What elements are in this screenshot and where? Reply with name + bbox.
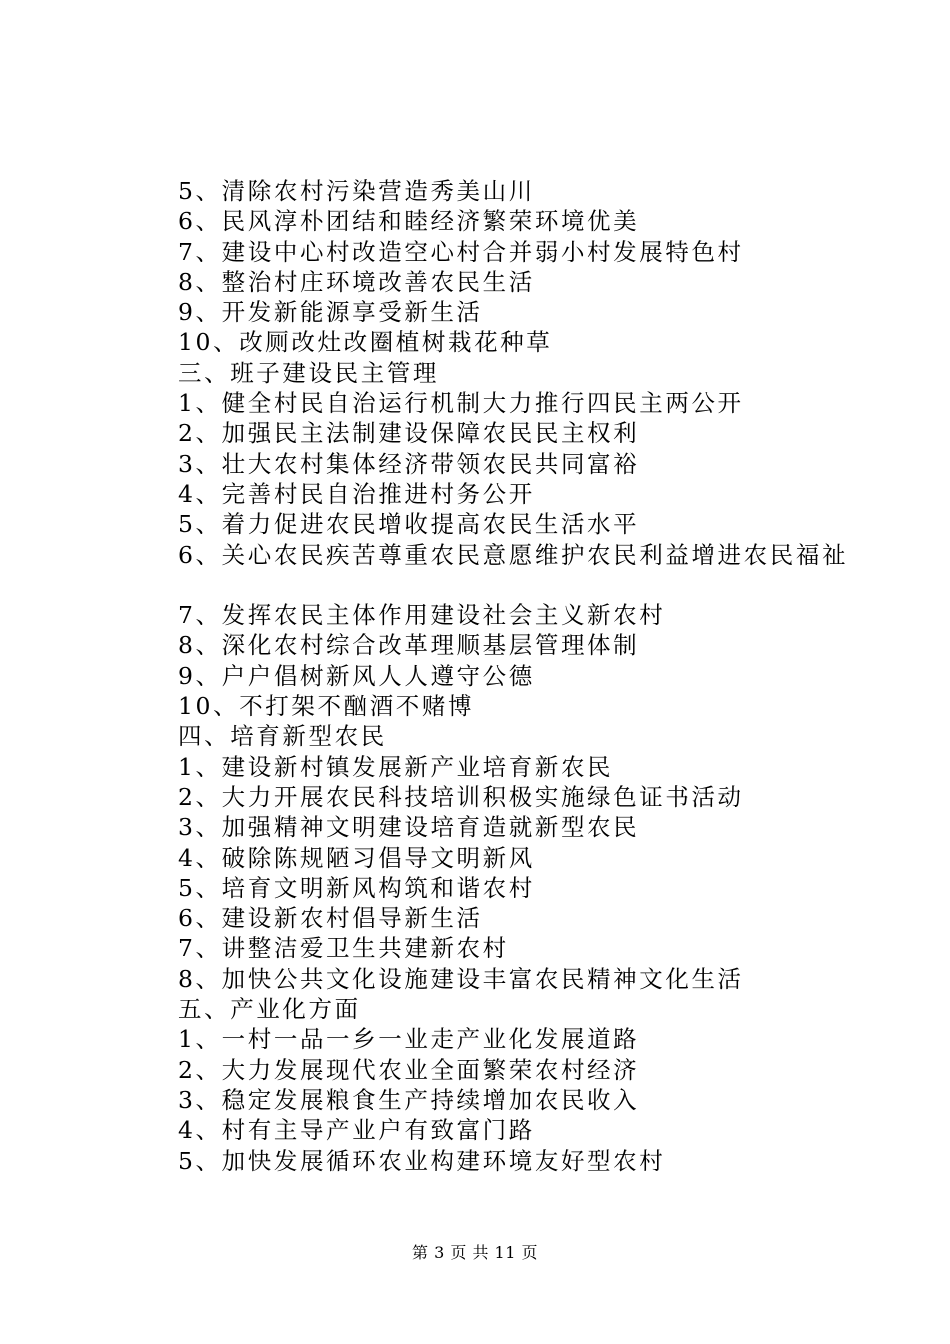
list-item: 6、民风淳朴团结和睦经济繁荣环境优美	[178, 207, 640, 236]
list-item: 7、讲整洁爱卫生共建新农村	[178, 934, 509, 963]
list-item: 4、完善村民自治推进村务公开	[178, 479, 535, 508]
list-item: 3、壮大农村集体经济带领农民共同富裕	[178, 449, 640, 478]
list-item: 9、开发新能源享受新生活	[178, 298, 483, 327]
list-item: 3、加强精神文明建设培育造就新型农民	[178, 813, 640, 842]
list-item: 4、村有主导产业户有致富门路	[178, 1116, 535, 1145]
document-body	[178, 176, 918, 1176]
list-item: 5、清除农村污染营造秀美山川	[178, 177, 535, 205]
list-item: 1、健全村民自治运行机制大力推行四民主两公开	[178, 389, 744, 418]
blank-line	[178, 570, 918, 600]
list-item: 7、建设中心村改造空心村合并弱小村发展特色村	[178, 237, 744, 266]
section-heading: 四、培育新型农民	[178, 722, 387, 751]
list-item: 2、大力发展现代农业全面繁荣农村经济	[178, 1055, 640, 1084]
list-item: 4、破除陈规陋习倡导文明新风	[178, 843, 535, 872]
list-item: 10、不打架不酗酒不赌博	[178, 692, 475, 721]
list-item: 5、加快发展循环农业构建环境友好型农村	[178, 1146, 666, 1175]
list-item: 2、加强民主法制建设保障农民民主权利	[178, 419, 640, 448]
section-heading: 三、班子建设民主管理	[178, 358, 439, 387]
section-heading: 五、产业化方面	[178, 995, 361, 1024]
list-item: 2、大力开展农民科技培训积极实施绿色证书活动	[178, 782, 744, 811]
page-footer: 第 3 页 共 11 页	[412, 1243, 538, 1262]
list-item: 6、建设新农村倡导新生活	[178, 904, 483, 933]
list-item: 5、着力促进农民增收提高农民生活水平	[178, 510, 640, 539]
list-item: 7、发挥农民主体作用建设社会主义新农村	[178, 601, 666, 630]
list-item: 8、加快公共文化设施建设丰富农民精神文化生活	[178, 964, 744, 993]
list-item: 8、深化农村综合改革理顺基层管理体制	[178, 631, 640, 660]
list-item: 3、稳定发展粮食生产持续增加农民收入	[178, 1085, 640, 1114]
list-item: 6、关心农民疾苦尊重农民意愿维护农民利益增进农民福祉	[178, 540, 849, 569]
list-item: 9、户户倡树新风人人遵守公德	[178, 661, 535, 690]
list-item: 1、建设新村镇发展新产业培育新农民	[178, 752, 614, 781]
list-item: 1、一村一品一乡一业走产业化发展道路	[178, 1025, 640, 1054]
list-item: 10、改厕改灶改圈植树栽花种草	[178, 328, 553, 357]
list-item: 5、培育文明新风构筑和谐农村	[178, 873, 535, 902]
list-item: 8、整治村庄环境改善农民生活	[178, 267, 535, 296]
